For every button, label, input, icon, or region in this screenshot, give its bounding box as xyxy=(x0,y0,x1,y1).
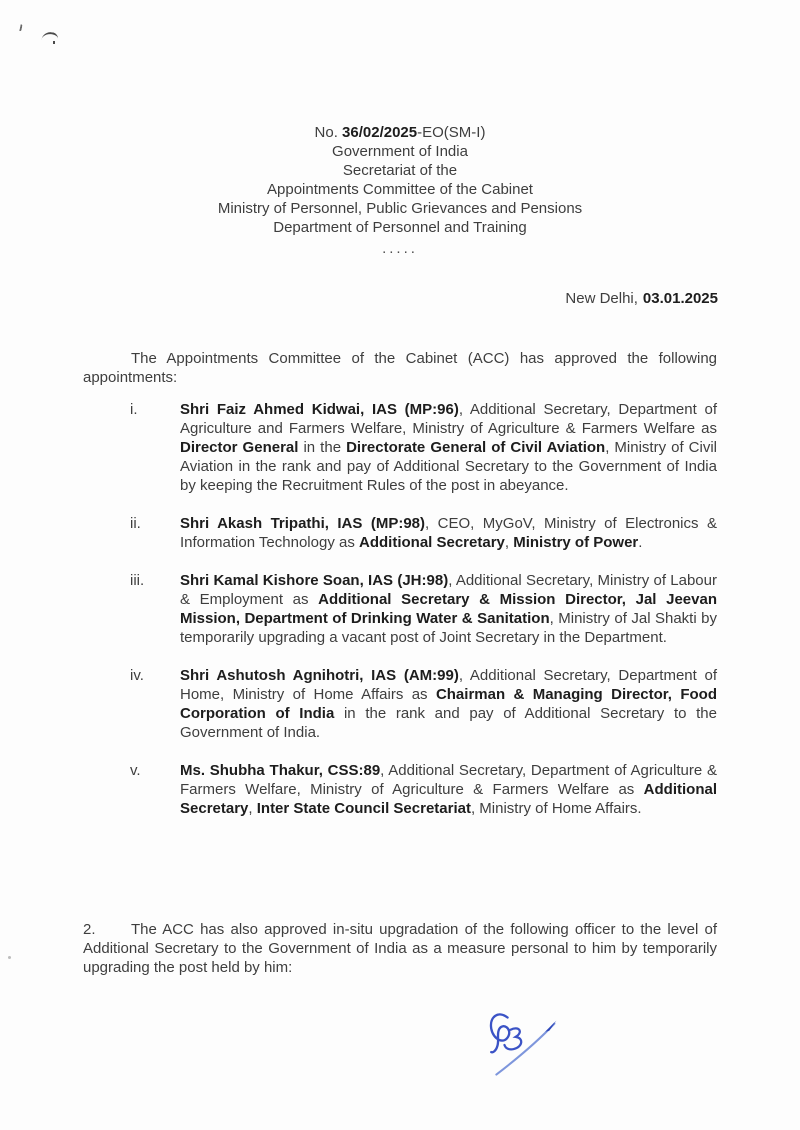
header-line: No. 36/02/2025-EO(SM-I) xyxy=(314,124,486,141)
dateline xyxy=(565,289,718,308)
item-numeral: ii. xyxy=(130,515,141,532)
signature-slash xyxy=(496,1024,554,1075)
item-numeral: iii. xyxy=(130,572,145,589)
appointment-item xyxy=(130,761,717,818)
dateline-date: 03.01.2025 xyxy=(642,290,718,307)
scan-artifact xyxy=(53,41,55,44)
separator-dots: ..... xyxy=(382,240,418,257)
header-line: Secretariat of the xyxy=(342,162,458,179)
item-numeral: iv. xyxy=(130,667,144,684)
scan-artifact xyxy=(41,31,58,42)
appointment-item xyxy=(130,571,717,647)
dateline-place: New Delhi, xyxy=(565,290,638,307)
appointment-item xyxy=(130,514,717,552)
appointments-list xyxy=(130,400,717,837)
header-line: Ministry of Personnel, Public Grievances and Pensions xyxy=(217,200,583,217)
para2-number: 2. xyxy=(83,921,96,938)
item-numeral: v. xyxy=(130,762,141,779)
scan-artifact xyxy=(16,24,22,32)
header-line: Department of Personnel and Training xyxy=(273,219,527,236)
item-text: Shri Faiz Ahmed Kidwai, IAS (MP:96), Additional Secretary, Department of Agriculture and Farmers Welfare, Ministry of Agriculture & Farmers Welfare as Director General in the Directorate General of Civil Aviation, Ministry of Civil Aviation in the rank and pay of Additional Secretary to the Government of India by keeping the Recruitment Rules of the post in abeyance. xyxy=(180,401,717,494)
doc-header xyxy=(0,123,800,237)
item-text: Shri Ashutosh Agnihotri, IAS (AM:99), Additional Secretary, Department of Home, Ministry of Home Affairs as Chairman & Managing Director, Food Corporation of India in the rank and pay of Additional Secretary to the Government of India. xyxy=(180,667,718,741)
item-text: Shri Akash Tripathi, IAS (MP:98), CEO, MyGoV, Ministry of Electronics & Information Technology as Additional Secretary, Ministry of Power. xyxy=(180,515,717,551)
para2-paragraph xyxy=(83,920,717,977)
appointment-item xyxy=(130,666,717,742)
signature-scribble xyxy=(477,1008,589,1082)
header-line: Appointments Committee of the Cabinet xyxy=(267,181,533,198)
header-line: Government of India xyxy=(332,143,468,160)
item-text: Shri Kamal Kishore Soan, IAS (JH:98), Additional Secretary, Ministry of Labour & Employment as Additional Secretary & Mission Director, Jal Jeevan Mission, Department of Drinking Water & Sanitation, Ministry of Jal Shakti by temporarily upgrading a vacant post of Joint Secretary in the Department. xyxy=(180,572,717,646)
intro-paragraph: The Appointments Committee of the Cabinet (ACC) has approved the following appointments: xyxy=(83,350,717,386)
scan-artifact xyxy=(8,956,11,959)
para2-text: The ACC has also approved in-situ upgradation of the following officer to the level of Additional Secretary to the Government of India as a measure personal to him by temporarily upgrading the post held by him: xyxy=(83,921,717,976)
appointment-item xyxy=(130,400,717,495)
item-text: Ms. Shubha Thakur, CSS:89, Additional Secretary, Department of Agriculture & Farmers Welfare, Ministry of Agriculture & Farmers Welfare as Additional Secretary, Inter State Council Secretariat, Ministry of Home Affairs. xyxy=(180,762,717,817)
item-numeral: i. xyxy=(130,401,138,418)
